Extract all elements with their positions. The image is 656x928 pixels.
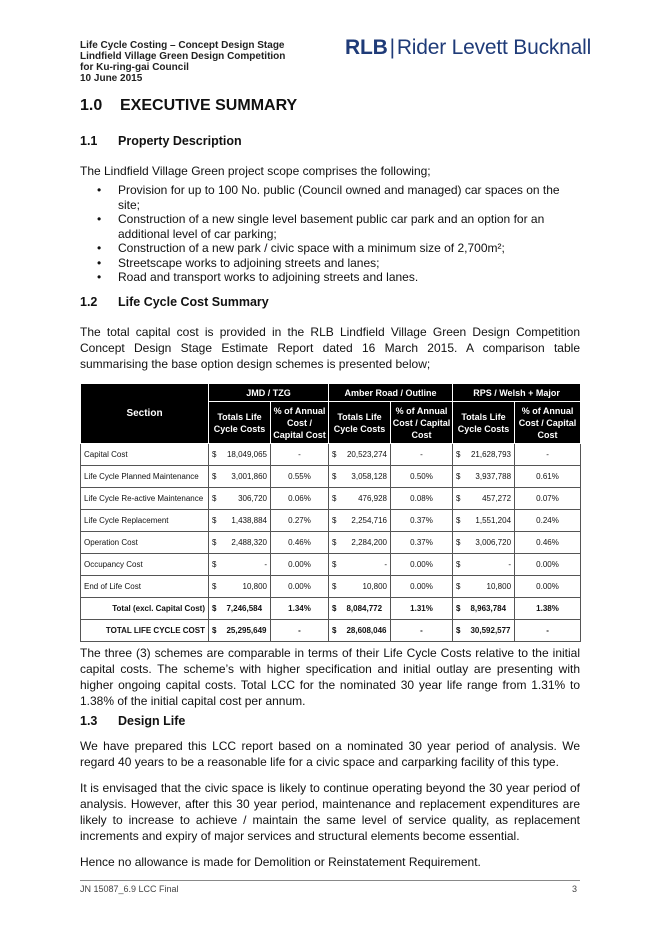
cost-cell	[453, 466, 515, 488]
design-life-paragraph-2: It is envisaged that the civic space is likely to continue operating beyond the 30 year period of analysis. However, after this 30 year period, maintenance and replacement expenditures are likely to increase to achieve / maintain the same level of service quality, as replacement increments and expiry of major services and structural elements become essential.	[80, 781, 580, 843]
table-row	[81, 532, 581, 554]
section-heading-property-description: 1.1 Property Description	[80, 134, 242, 148]
lcc-comparison-table	[80, 383, 581, 642]
percent-cell: -	[271, 620, 329, 642]
percent-cell: 1.38%	[515, 598, 581, 620]
cost-value: 25,295,649	[226, 626, 267, 635]
cost-cell	[329, 598, 391, 620]
cost-value: 3,006,720	[475, 538, 512, 547]
company-logo: RLB|Rider Levett Bucknall	[345, 36, 592, 59]
cost-value: 3,058,128	[351, 472, 387, 481]
percent-cell: 0.00%	[391, 554, 453, 576]
cost-value: 457,272	[482, 494, 512, 503]
header-line: Life Cycle Costing – Concept Design Stage	[80, 40, 285, 51]
cost-value: 2,488,320	[231, 538, 267, 547]
cost-cell	[329, 444, 391, 466]
currency-symbol: $	[332, 472, 337, 481]
percent-cell: 0.27%	[271, 510, 329, 532]
cost-value: 28,608,046	[346, 626, 387, 635]
property-intro-paragraph: The Lindfield Village Green project scope comprises the following;	[80, 164, 431, 178]
cost-value: 10,800	[242, 582, 267, 591]
cost-cell	[329, 576, 391, 598]
currency-symbol: $	[332, 560, 337, 569]
currency-symbol: $	[456, 626, 461, 635]
row-label: Life Cycle Replacement	[81, 510, 209, 532]
percent-cell: 0.08%	[391, 488, 453, 510]
table-header-cost: Totals Life Cycle Costs	[453, 402, 515, 444]
currency-symbol: $	[456, 604, 461, 613]
row-label: Capital Cost	[81, 444, 209, 466]
percent-cell: 1.31%	[391, 598, 453, 620]
row-label: Operation Cost	[81, 532, 209, 554]
currency-symbol: $	[456, 582, 461, 591]
percent-cell: 0.24%	[515, 510, 581, 532]
cost-cell	[329, 554, 391, 576]
percent-cell: 0.00%	[515, 554, 581, 576]
row-label: Life Cycle Re-active Maintenance	[81, 488, 209, 510]
percent-cell: 0.00%	[515, 576, 581, 598]
cost-cell	[329, 532, 391, 554]
cost-cell	[453, 576, 515, 598]
cost-value: 21,628,793	[470, 450, 512, 459]
cost-cell	[453, 444, 515, 466]
percent-cell: -	[515, 444, 581, 466]
cost-value: 30,592,577	[470, 626, 511, 635]
cost-value: -	[264, 560, 267, 569]
currency-symbol: $	[332, 538, 337, 547]
design-life-paragraph-3: Hence no allowance is made for Demolition or Reinstatement Requirement.	[80, 855, 481, 869]
cost-value: -	[508, 560, 512, 569]
percent-cell: -	[515, 620, 581, 642]
table-total-row	[81, 598, 581, 620]
percent-cell: 0.55%	[271, 466, 329, 488]
currency-symbol: $	[212, 516, 217, 525]
cost-value: 306,720	[238, 494, 267, 503]
currency-symbol: $	[456, 560, 461, 569]
row-label: Occupancy Cost	[81, 554, 209, 576]
cost-cell	[209, 510, 271, 532]
cost-cell	[329, 488, 391, 510]
currency-symbol: $	[332, 450, 337, 459]
table-row	[81, 510, 581, 532]
cost-value: 10,800	[362, 582, 387, 591]
cost-cell	[209, 532, 271, 554]
list-item: • Construction of a new single level basement public car park and an option for an additional level of car parking;	[97, 212, 545, 241]
currency-symbol: $	[456, 538, 461, 547]
percent-cell: 0.00%	[391, 576, 453, 598]
cost-cell	[453, 620, 515, 642]
cost-cell	[329, 510, 391, 532]
table-row	[81, 554, 581, 576]
table-header-pct: % of Annual Cost / Capital Cost	[271, 402, 329, 444]
cost-cell	[453, 532, 515, 554]
table-header-section: Section	[81, 384, 209, 444]
list-item: • Construction of a new park / civic space with a minimum size of 2,700m²;	[97, 241, 505, 255]
header-line: 10 June 2015	[80, 73, 143, 84]
document-header	[80, 40, 285, 84]
currency-symbol: $	[212, 626, 217, 635]
cost-cell	[209, 620, 271, 642]
cost-value: 3,937,788	[475, 472, 512, 481]
table-row	[81, 488, 581, 510]
cost-cell	[329, 620, 391, 642]
cost-value: 2,254,716	[351, 516, 387, 525]
cost-value: 1,438,884	[231, 516, 267, 525]
row-label: TOTAL LIFE CYCLE COST	[81, 620, 209, 642]
table-row	[81, 576, 581, 598]
currency-symbol: $	[456, 472, 461, 481]
header-line: for Ku-ring-gai Council	[80, 62, 189, 73]
currency-symbol: $	[332, 516, 337, 525]
currency-symbol: $	[332, 582, 337, 591]
table-header-cost: Totals Life Cycle Costs	[209, 402, 271, 444]
currency-symbol: $	[456, 494, 461, 503]
currency-symbol: $	[212, 494, 217, 503]
cost-cell	[209, 466, 271, 488]
cost-value: 7,246,584	[226, 604, 263, 613]
cost-cell	[453, 510, 515, 532]
cost-value: 8,084,772	[346, 604, 383, 613]
row-label: End of Life Cost	[81, 576, 209, 598]
section-heading-design-life: 1.3 Design Life	[80, 714, 186, 728]
table-header-group: Amber Road / Outline	[329, 384, 453, 402]
currency-symbol: $	[456, 450, 461, 459]
cost-cell	[209, 598, 271, 620]
section-heading-executive-summary: 1.0 EXECUTIVE SUMMARY	[80, 97, 298, 114]
percent-cell: 1.34%	[271, 598, 329, 620]
cost-value: 8,963,784	[470, 604, 507, 613]
percent-cell: 0.00%	[271, 554, 329, 576]
footer-doc-ref: JN 15087_6.9 LCC Final	[80, 884, 179, 894]
percent-cell: 0.06%	[271, 488, 329, 510]
section-heading-lcc-summary: 1.2 Life Cycle Cost Summary	[80, 295, 269, 309]
list-item: • Road and transport works to adjoining streets and lanes.	[97, 270, 419, 284]
cost-value: 18,049,065	[226, 450, 267, 459]
cost-value: 3,001,860	[231, 472, 267, 481]
table-header-pct: % of Annual Cost / Capital Cost	[515, 402, 581, 444]
table-row	[81, 444, 581, 466]
lcc-discussion-paragraph: The three (3) schemes are comparable in terms of their Life Cycle Costs relative to the initial capital costs. The scheme’s with higher specification and initial outlay are presenting with higher ongoing capital costs. Total LCC for the nominated 30 year life range from 1.31% to 1.38% of the initial capital cost per annum.	[80, 646, 580, 708]
cost-cell	[453, 488, 515, 510]
header-line: Lindfield Village Green Design Competition	[80, 51, 286, 62]
percent-cell: -	[391, 444, 453, 466]
currency-symbol: $	[212, 604, 217, 613]
footer-divider	[80, 880, 580, 881]
currency-symbol: $	[212, 450, 217, 459]
row-label: Life Cycle Planned Maintenance	[81, 466, 209, 488]
cost-value: 20,523,274	[346, 450, 387, 459]
lcc-intro-paragraph: The total capital cost is provided in the RLB Lindfield Village Green Design Competition Concept Design Stage Estimate Report dated 16 March 2015. A comparison table summarising the base option design schemes is presented below;	[80, 325, 580, 371]
cost-value: 476,928	[358, 494, 387, 503]
cost-cell	[209, 576, 271, 598]
scope-bullet-list	[80, 183, 580, 285]
percent-cell: 0.07%	[515, 488, 581, 510]
design-life-paragraph-1: We have prepared this LCC report based on a nominated 30 year period of analysis. We regard 40 years to be a reasonable life for a civic space and carparking facility of this type.	[80, 739, 580, 769]
list-item: • Provision for up to 100 No. public (Council owned and managed) car spaces on the site;	[97, 183, 560, 212]
currency-symbol: $	[456, 516, 461, 525]
cost-cell	[453, 554, 515, 576]
currency-symbol: $	[332, 626, 337, 635]
list-item: • Streetscape works to adjoining streets and lanes;	[97, 255, 380, 270]
currency-symbol: $	[212, 560, 217, 569]
percent-cell: 0.46%	[271, 532, 329, 554]
page-number: 3	[572, 884, 578, 894]
table-header-cost: Totals Life Cycle Costs	[329, 402, 391, 444]
currency-symbol: $	[212, 472, 217, 481]
percent-cell: 0.61%	[515, 466, 581, 488]
percent-cell: 0.37%	[391, 510, 453, 532]
percent-cell: -	[271, 444, 329, 466]
currency-symbol: $	[212, 582, 217, 591]
cost-cell	[209, 488, 271, 510]
cost-value: 1,551,204	[475, 516, 512, 525]
percent-cell: 0.50%	[391, 466, 453, 488]
percent-cell: 0.46%	[515, 532, 581, 554]
table-total-row	[81, 620, 581, 642]
percent-cell: 0.37%	[391, 532, 453, 554]
table-header-group: RPS / Welsh + Major	[453, 384, 581, 402]
cost-cell	[209, 444, 271, 466]
table-header-pct: % of Annual Cost / Capital Cost	[391, 402, 453, 444]
cost-cell	[329, 466, 391, 488]
currency-symbol: $	[332, 604, 337, 613]
row-label: Total (excl. Capital Cost)	[81, 598, 209, 620]
currency-symbol: $	[212, 538, 217, 547]
currency-symbol: $	[332, 494, 337, 503]
cost-value: 2,284,200	[351, 538, 387, 547]
table-header-group: JMD / TZG	[209, 384, 329, 402]
cost-cell	[453, 598, 515, 620]
percent-cell: -	[391, 620, 453, 642]
cost-value: 10,800	[486, 582, 512, 591]
cost-cell	[209, 554, 271, 576]
cost-value: -	[384, 560, 387, 569]
percent-cell: 0.00%	[271, 576, 329, 598]
table-row	[81, 466, 581, 488]
